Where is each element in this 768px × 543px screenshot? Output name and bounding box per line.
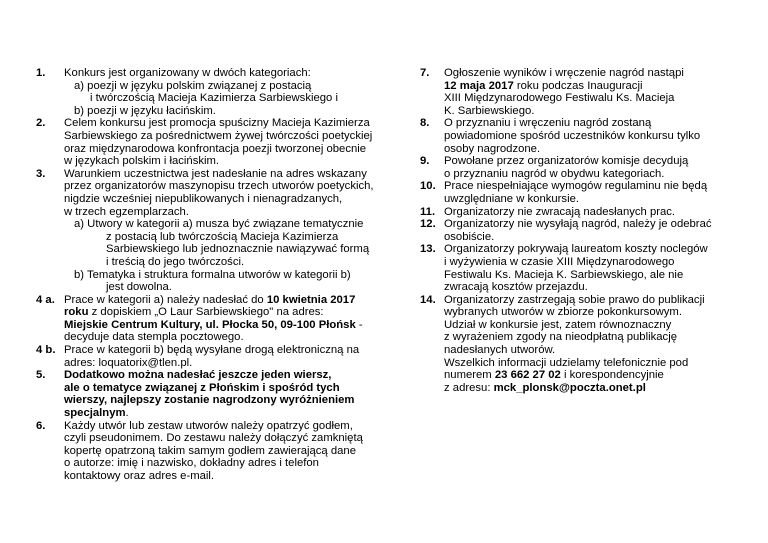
ceremony-date: 12 maja 2017 [444, 79, 514, 92]
category-a-cont: i twórczością Macieja Kazimierza Sarbiewskiego i [90, 92, 338, 105]
subpoint-b-cont: jest dowolna. [106, 281, 172, 294]
rule-text: Organizatorzy pokrywają laureatom koszty noclegów [444, 243, 708, 256]
rule-text: O przyznaniu i wręczeniu nagród zostaną [444, 117, 652, 130]
rule-text: kontaktowy oraz adres e-mail. [64, 470, 215, 482]
item-number: 14. [420, 293, 436, 306]
rule-item-7 [420, 67, 710, 117]
item-number: 12. [420, 218, 436, 231]
rule-item-10 [420, 180, 710, 205]
rule-text: Prace w kategorii b) będą wysyłane drogą elektroniczną na [64, 344, 360, 357]
rule-text: Celem konkursu jest promocja spuścizny Macieja Kazimierza [64, 117, 370, 130]
rule-item-13 [420, 243, 710, 293]
rule-text: Ogłoszenie wyników i wręczenie nagród nastąpi [444, 67, 684, 79]
rule-text: Prace niespełniające wymogów regulaminu nie będą [444, 180, 708, 193]
rule-text: zwracają kosztów przejazdu. [444, 281, 588, 294]
rule-item-14 [420, 294, 710, 395]
item-number: 4 a. [36, 293, 55, 306]
rule-text: Każdy utwór lub zestaw utworów należy opatrzyć godłem, [64, 419, 353, 432]
rule-text-bold: Dodatkowo można nadesłać jeszcze jeden wiersz, [64, 369, 332, 382]
rule-text: kopertę opatrzoną takim samym godłem zawierającą dane [64, 444, 356, 457]
rule-text: przez organizatorów maszynopisu trzech utworów poetyckich, [64, 180, 374, 193]
rule-item-4b [36, 344, 378, 369]
rule-text: czyli pseudonimem. Do zestawu należy dołączyć zamkniętą [64, 432, 363, 445]
rule-text: K. Sarbiewskiego. [444, 104, 535, 117]
rule-text: osoby nagrodzone. [444, 142, 541, 155]
item-number: 2. [36, 117, 46, 130]
subpoint-a-cont: i treścią do jego twórczości. [106, 255, 245, 268]
rule-text: Festiwalu Ks. Macieja K. Sarbiewskiego, ale nie [444, 268, 684, 281]
item-number: 9. [420, 155, 430, 168]
item-number: 8. [420, 117, 430, 130]
rule-text: decyduje data stempla pocztowego. [64, 331, 244, 344]
rule-text: Warunkiem uczestnictwa jest nadesłanie na adres wskazany [64, 167, 367, 180]
rule-item-8 [420, 117, 710, 155]
rule-item-12 [420, 218, 710, 243]
deadline-year: roku [64, 306, 89, 319]
postal-address: Miejskie Centrum Kultury, ul. Płocka 50, 09-100 Płońsk [64, 318, 356, 331]
rule-text: Sarbiewskiego za pośrednictwem żywej twórczości poetyckiej [64, 129, 373, 142]
item-number: 4 b. [36, 344, 56, 357]
rule-item-2 [36, 117, 378, 167]
rule-text: Organizatorzy zastrzegają sobie prawo do publikacji [444, 293, 705, 306]
rule-item-11 [420, 206, 710, 219]
rule-text: Powołane przez organizatorów komisje decydują [444, 155, 689, 168]
rule-text: z dopiskiem „O Laur Sarbiewskiego" na adres: [88, 306, 324, 319]
rule-text: nigdzie wcześniej niepublikowanych i nienagradzanych, [64, 192, 343, 205]
rule-text: z wyrażeniem zgody na nieodpłatną publikację [444, 331, 677, 344]
rule-item-3 [36, 168, 378, 294]
right-column [420, 67, 710, 394]
rule-text: uwzględniane w konkursie. [444, 192, 580, 205]
subpoint-a-cont: Sarbiewskiego lub jednoznacznie nawiązywać formą [106, 243, 370, 256]
rule-item-6 [36, 420, 378, 483]
rule-item-9 [420, 155, 710, 180]
rule-text: Udział w konkursie jest, zatem równoznaczny [444, 318, 672, 331]
rule-text: - [355, 318, 363, 331]
item-number: 11. [420, 205, 436, 218]
rule-text: z adresu: [444, 381, 494, 394]
rule-text: numerem [444, 369, 495, 382]
rule-text: Prace w kategorii a) należy nadesłać do [64, 293, 267, 306]
rule-text: nadesłanych utworów. [444, 344, 556, 357]
left-column [36, 67, 378, 483]
rule-text: w trzech egzemplarzach. [64, 205, 189, 218]
rule-item-1 [36, 67, 378, 117]
rule-text: Organizatorzy nie wysyłają nagród, należy je odebrać [444, 218, 712, 231]
rule-text: powiadomione spośród uczestników konkursu tylko [444, 129, 701, 142]
email-address-text: adres: loquatorix@tlen.pl. [64, 356, 193, 369]
item-number: 10. [420, 180, 436, 193]
subpoint-b: b) Tematyka i struktura formalna utworów w kategorii b) [74, 268, 351, 281]
item-number: 3. [36, 167, 46, 180]
rule-text: . [125, 407, 129, 420]
rule-text-bold: wierszy, najlepszy zostanie nagrodzony wyróżnieniem [64, 394, 355, 407]
rule-text: w językach polskim i łacińskim. [64, 155, 220, 168]
item-number: 7. [420, 67, 430, 79]
deadline-date: 10 kwietnia 2017 [266, 293, 356, 306]
rule-text: Konkurs jest organizowany w dwóch kategoriach: [64, 67, 311, 79]
subpoint-a: a) Utwory w kategorii a) musza być związane tematycznie [74, 218, 364, 231]
rule-text: Wszelkich informacji udzielamy telefonicznie pod [444, 356, 689, 369]
subpoint-a-cont: z postacią lub twórczością Macieja Kazimierza [106, 230, 339, 243]
rule-text: XIII Międzynarodowego Festiwalu Ks. Macieja [444, 92, 675, 105]
category-b: b) poezji w języku łacińskim. [74, 104, 216, 117]
rule-text: Organizatorzy nie zwracają nadesłanych prac. [444, 205, 676, 218]
item-number: 5. [36, 369, 46, 382]
item-number: 6. [36, 419, 46, 432]
rule-text: i wyżywienia w czasie XIII Międzynarodowego [444, 255, 675, 268]
rule-text-bold: ale o tematyce związanej z Płońskim i spośród tych [64, 381, 340, 394]
item-number: 13. [420, 243, 436, 256]
rule-text: osobiście. [444, 230, 495, 243]
rule-item-5 [36, 369, 378, 419]
rule-text: roku podczas Inauguracji [513, 79, 643, 92]
rule-text-bold: specjalnym [64, 407, 126, 420]
rule-text: o przyznaniu nagród w obydwu kategoriach. [444, 167, 665, 180]
rule-text: oraz międzynarodowa konfrontacja poezji tworzonej obecnie [64, 142, 367, 155]
category-a: a) poezji w języku polskim związanej z postacią [74, 79, 312, 92]
rule-text: o autorze: imię i nazwisko, dokładny adres i telefon [64, 457, 319, 470]
contact-email: mck_plonsk@poczta.onet.pl [493, 381, 646, 394]
rule-text: i korespondencyjnie [560, 369, 664, 382]
rule-text: wybranych utworów w zbiorze pokonkursowym. [444, 306, 682, 319]
rule-item-4a [36, 294, 378, 344]
item-number: 1. [36, 67, 46, 79]
phone-number: 23 662 27 02 [494, 369, 561, 382]
